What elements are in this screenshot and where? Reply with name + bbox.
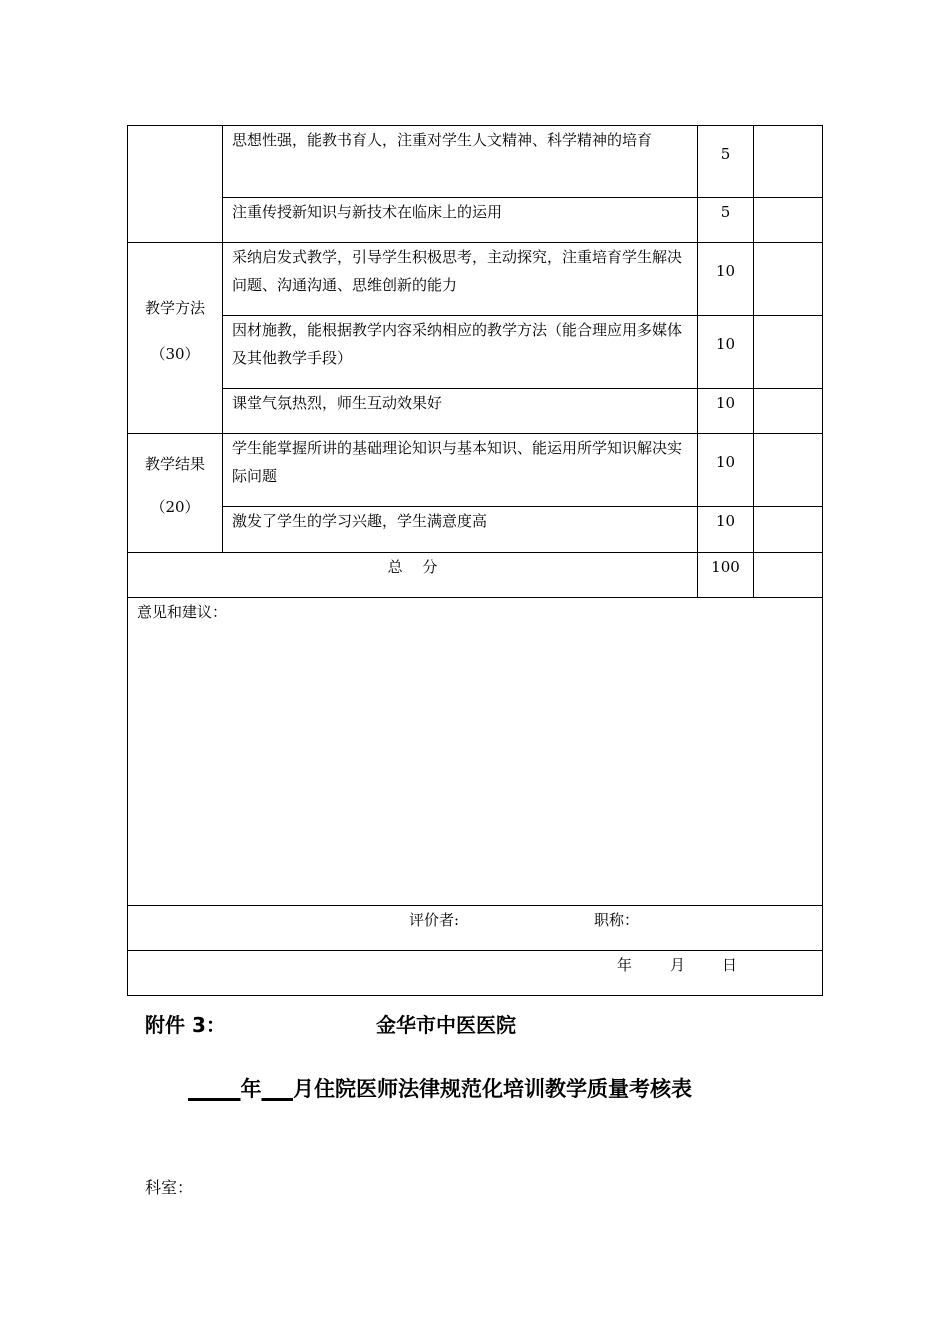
attachment-label: 附件 3：	[145, 1013, 226, 1037]
date-year-label: 年	[617, 956, 633, 974]
total-score: 100	[711, 558, 740, 576]
professional-title-label: 职称：	[594, 911, 640, 929]
criterion-text: 采纳启发式教学，引导学生积极思考，主动探究，注重培育学生解决问题、沟通沟通、思维创新的能力	[232, 248, 683, 294]
max-score: 10	[715, 512, 736, 530]
category-name: 教学方法	[144, 299, 205, 317]
criterion-text: 注重传授新知识与新技术在临床上的运用	[232, 203, 503, 221]
row-separator	[127, 950, 823, 951]
evaluator-label: 评价者:	[409, 911, 460, 929]
criterion-text: 学生能掌握所讲的基础理论知识与基本知识、能运用所学知识解决实际问题	[232, 439, 683, 485]
criterion-text: 思想性强，能教书育人，注重对学生人文精神、科学精神的培育	[232, 131, 653, 149]
max-score: 5	[720, 203, 731, 221]
form-title-text: 月住院医师法律规范化培训教学质量考核表	[293, 1077, 692, 1101]
row-separator	[127, 905, 823, 906]
criterion-text: 课堂气氛热烈，师生互动效果好	[232, 394, 443, 412]
department-label: 科室：	[145, 1178, 194, 1197]
max-score: 10	[715, 453, 736, 471]
date-day-label: 日	[722, 956, 738, 974]
table-divider-category	[222, 125, 223, 552]
category-points: （30）	[150, 345, 200, 363]
total-label: 总 分	[387, 558, 438, 576]
table-divider-actual	[753, 125, 754, 598]
table-border-bottom	[127, 995, 823, 996]
max-score: 5	[720, 145, 731, 163]
max-score: 10	[715, 394, 736, 412]
category-points: （20）	[150, 498, 200, 516]
category-name: 教学结果	[144, 455, 205, 473]
hospital-name: 金华市中医医院	[376, 1013, 516, 1037]
criterion-text: 激发了学生的学习兴趣，学生满意度高	[232, 512, 488, 530]
comments-label: 意见和建议：	[137, 603, 228, 621]
date-month-label: 月	[670, 956, 686, 974]
max-score: 10	[715, 335, 736, 353]
month-blank[interactable]: ___	[261, 1077, 293, 1101]
max-score: 10	[715, 262, 736, 280]
form-title	[188, 1073, 692, 1105]
year-blank[interactable]: _____	[188, 1077, 241, 1101]
year-char: 年	[240, 1077, 262, 1101]
row-separator	[127, 597, 823, 598]
criterion-text: 因材施教，能根据教学内容采纳相应的教学方法（能合理应用多媒体及其他教学手段）	[232, 321, 683, 367]
table-border-right	[822, 125, 823, 996]
